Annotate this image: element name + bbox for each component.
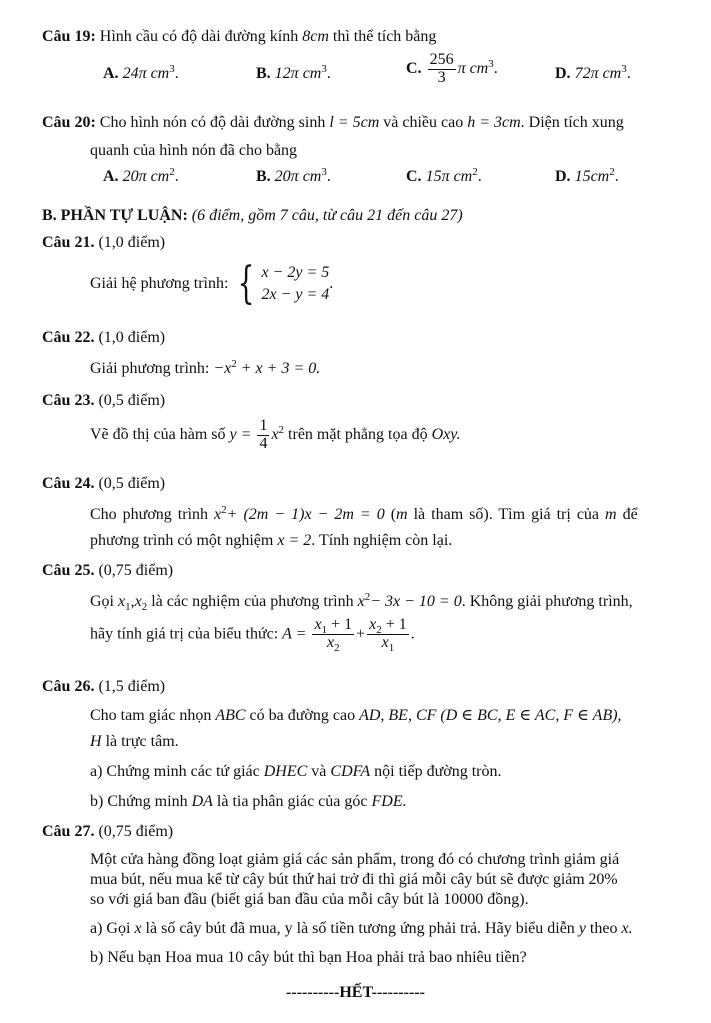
option-end: .	[174, 65, 179, 82]
option-fraction	[428, 52, 456, 87]
q24-label: Câu 24.	[42, 475, 95, 492]
q24-text-2b: . Tính nghiệm còn lại.	[311, 532, 453, 549]
q26-text-2: là trực tâm.	[105, 733, 179, 750]
option-value: 24π cm	[122, 65, 170, 82]
q24-text-d: để	[622, 506, 638, 523]
q20-option-a[interactable]	[103, 167, 179, 187]
q25-points: (0,75 điểm)	[98, 562, 174, 579]
q25-fraction-2	[367, 617, 409, 652]
option-exponent: 3	[169, 63, 175, 75]
q26-text: Cho tam giác nhọn	[90, 707, 212, 724]
end-marker: ----------HẾT----------	[286, 984, 425, 1001]
q26-line2	[90, 732, 179, 752]
q26-abc: ABC	[215, 707, 246, 724]
q23-fraction	[257, 418, 269, 453]
q19-stem	[42, 27, 436, 47]
q20-text: Cho hình nón có độ dài đường sinh	[99, 114, 326, 131]
q27-a-x: x	[134, 920, 142, 937]
q27-a-y: y	[578, 920, 586, 937]
q25-text-c: . Không giải phương trình,	[461, 593, 633, 610]
option-value: 20π cm	[274, 168, 322, 185]
q24-m2: m	[605, 506, 617, 523]
option-value: 15cm	[574, 168, 610, 185]
q27-paragraph-1: Một cửa hàng đồng loạt giảm giá các sản phẩm, trong đó có chương trình giảm giá	[90, 851, 620, 868]
option-exponent: 2	[169, 166, 175, 178]
option-exponent: 3	[321, 63, 327, 75]
q25-fraction-1	[312, 617, 354, 652]
option-end: .	[626, 65, 631, 82]
q21-end: .	[329, 275, 334, 292]
equation-system	[232, 258, 330, 309]
fraction-denominator: 4	[259, 434, 268, 452]
q22-text: Giải phương trình:	[90, 360, 210, 377]
q25-comma: ,	[130, 593, 135, 610]
q26-fde: FDE.	[371, 793, 407, 810]
q19-tail: thì thể tích bằng	[332, 28, 437, 45]
q23-y: y =	[229, 425, 252, 443]
brace-icon: {	[238, 258, 255, 309]
q26-da: DA	[191, 793, 213, 810]
q25-sub2: 2	[141, 601, 148, 613]
q24-text-c: là tham số). Tìm giá trị của	[413, 506, 600, 523]
q27-label: Câu 27.	[42, 823, 95, 840]
q25-label: Câu 25.	[42, 562, 95, 579]
option-exponent: 3	[321, 166, 327, 178]
option-end: .	[174, 168, 179, 185]
q25-line2	[90, 617, 415, 652]
q25-equation-a: x	[357, 593, 365, 610]
option-key: A.	[103, 168, 119, 185]
q20-height: h = 3cm	[467, 114, 521, 131]
q22-points: (1,0 điểm)	[98, 329, 166, 346]
q27-paragraph-3: so với giá ban đầu (biết giá ban đầu của mỗi cây bút là 10000 đồng).	[90, 891, 529, 908]
q20-label: Câu 20:	[42, 114, 96, 131]
option-end: .	[614, 168, 619, 185]
system-equation-2: 2x − y = 4	[261, 286, 330, 303]
subscript: 2	[334, 641, 340, 654]
q26-points: (1,5 điểm)	[98, 678, 166, 695]
var-x: x	[381, 633, 389, 651]
fraction-denominator	[325, 635, 342, 652]
part-b-note: (6 điểm, gồm 7 câu, từ câu 21 đến câu 27)	[191, 207, 463, 224]
q24-line2	[90, 531, 452, 551]
q23-plane: Oxy.	[431, 425, 461, 443]
q26-heading	[42, 677, 165, 697]
q24-equation-b: + (2m − 1)x − 2m = 0	[226, 506, 385, 523]
q24-exponent: 2	[221, 504, 227, 516]
q23-x: x	[271, 425, 279, 443]
q20-option-d[interactable]	[555, 167, 619, 187]
option-exponent: 3	[488, 57, 494, 70]
q27-a-theo: theo	[589, 920, 618, 937]
q26-label: Câu 26.	[42, 678, 95, 695]
q23-exponent: 2	[278, 423, 285, 436]
plus-one: + 1	[385, 616, 407, 633]
q21-label: Câu 21.	[42, 234, 95, 251]
system-equation-1: x − 2y = 5	[261, 264, 330, 282]
var-x: x	[369, 616, 377, 633]
q23-label: Câu 23.	[42, 392, 95, 409]
q23-heading	[42, 391, 165, 411]
q27-a-mid: là số cây bút đã mua, y là số tiền tương ứng phải trả. Hãy biểu diễn	[145, 920, 575, 937]
option-value: 72π cm	[574, 65, 622, 82]
q25-text: Gọi	[90, 593, 114, 610]
var-x: x	[314, 616, 322, 633]
fraction-numerator: 1	[259, 417, 268, 434]
q19-diameter: 8cm	[302, 28, 329, 45]
subscript: 2	[376, 624, 382, 636]
q25-end: .	[410, 625, 415, 643]
q26-text-b: có ba đường cao	[249, 707, 356, 724]
q25-sub1: 1	[125, 601, 131, 613]
q21-points: (1,0 điểm)	[98, 234, 166, 251]
q26-line1	[90, 706, 622, 726]
q19-option-a[interactable]	[103, 64, 179, 84]
q27-paragraph-2: mua bút, nếu mua kể từ cây bút thứ hai trở đi thì giá mỗi cây bút sẽ được giảm 20%	[90, 871, 618, 888]
q19-option-c[interactable]	[406, 52, 498, 87]
option-value: 12π cm	[274, 65, 322, 82]
q24-equation-a: x	[214, 506, 222, 523]
q27-heading	[42, 822, 173, 842]
q20-slant-height: l = 5cm	[329, 114, 380, 131]
q26-H: H	[90, 733, 102, 750]
q26-part-a	[90, 762, 501, 782]
fraction-numerator	[367, 617, 409, 635]
option-key: D.	[555, 168, 571, 185]
part-b-title: B. PHẦN TỰ LUẬN:	[42, 207, 188, 224]
option-value: 20π cm	[122, 168, 170, 185]
plus-one: + 1	[331, 616, 353, 633]
q26-b-mid: là tia phân giác của góc	[216, 793, 368, 810]
q20-mid: và chiều cao	[383, 114, 464, 131]
q24-line1	[90, 505, 638, 525]
q27-a-x2: x.	[621, 920, 633, 937]
option-exponent: 3	[621, 63, 627, 75]
q23-points: (0,5 điểm)	[98, 392, 166, 409]
q22-body	[90, 359, 320, 379]
q24-text: Cho phương trình	[90, 506, 209, 523]
q25-x2: x	[134, 593, 142, 610]
option-key: B.	[256, 168, 271, 185]
option-exponent: 2	[609, 166, 615, 178]
fraction-denominator: 3	[437, 68, 446, 86]
q22-equation-a: −x	[213, 360, 232, 377]
q22-label: Câu 22.	[42, 329, 95, 346]
q27-a-pre: a) Gọi	[90, 920, 131, 937]
q26-a-pre: a) Chứng minh các tứ giác	[90, 763, 260, 780]
q23-tail: trên mặt phẳng tọa độ	[288, 425, 428, 443]
option-key: B.	[256, 65, 271, 82]
q19-text: Hình cầu có độ dài đường kính	[99, 28, 299, 45]
q21-heading	[42, 233, 165, 253]
q25-A: A =	[282, 625, 307, 643]
q27-points: (0,75 điểm)	[98, 823, 174, 840]
q24-heading	[42, 474, 165, 494]
option-end: .	[477, 168, 482, 185]
q26-b-pre: b) Chứng minh	[90, 793, 188, 810]
q26-condition: (D ∈ BC, E ∈ AC, F ∈ AB),	[440, 707, 622, 724]
q20-line2: quanh của hình nón đã cho bằng	[90, 142, 298, 159]
q26-part-b	[90, 792, 407, 812]
subscript: 1	[321, 624, 328, 636]
option-value: π cm	[457, 59, 489, 77]
q25-exponent: 2	[364, 591, 371, 603]
q20-option-c[interactable]	[406, 167, 482, 187]
fraction-numerator: 256	[429, 51, 454, 68]
option-key: A.	[103, 65, 119, 82]
q20-stem	[42, 113, 624, 133]
option-end: .	[326, 168, 331, 185]
q22-equation-b: + x + 3 = 0.	[240, 360, 321, 377]
q25-heading	[42, 561, 173, 581]
option-value: 15π cm	[425, 168, 473, 185]
q27-part-b: b) Nếu bạn Hoa mua 10 cây bút thì bạn Hoa phải trả bao nhiêu tiền?	[90, 949, 527, 966]
q26-cdfa: CDFA	[330, 763, 371, 780]
option-key: C.	[406, 168, 422, 185]
q20-option-b[interactable]	[256, 167, 331, 187]
fraction-denominator	[380, 635, 397, 652]
q25-line1	[90, 592, 633, 612]
var-x: x	[326, 633, 335, 651]
q25-text-2: hãy tính giá trị của biểu thức:	[90, 625, 279, 643]
q25-equation-b: − 3x − 10 = 0	[370, 593, 462, 610]
q25-text-b: là các nghiệm của phương trình	[151, 593, 354, 610]
q24-root: x = 2	[277, 532, 312, 549]
q27-part-a	[90, 919, 633, 939]
option-key: D.	[555, 65, 571, 82]
fraction-numerator	[312, 617, 354, 635]
q19-option-b[interactable]	[256, 64, 331, 84]
q23-body	[90, 418, 460, 453]
q19-option-d[interactable]	[555, 64, 631, 84]
q26-heights: AD, BE, CF	[359, 707, 437, 724]
q22-heading	[42, 328, 165, 348]
q23-text: Vẽ đồ thị của hàm số	[90, 425, 226, 443]
option-end: .	[493, 59, 498, 77]
q25-x1: x	[118, 593, 126, 610]
q25-plus: +	[356, 625, 366, 643]
q24-paren: (	[390, 506, 397, 523]
q24-text-2a: phương trình có một nghiệm	[90, 532, 274, 549]
q22-exponent: 2	[231, 358, 237, 370]
q24-m: m	[396, 506, 408, 523]
q21-text: Giải hệ phương trình:	[90, 275, 229, 292]
subscript: 1	[388, 641, 395, 654]
q21-body	[90, 258, 334, 309]
option-exponent: 2	[472, 166, 478, 178]
q26-a-mid: và	[311, 763, 327, 780]
part-b-heading	[42, 206, 463, 226]
option-key: C.	[406, 59, 422, 77]
q20-tail: . Diện tích xung	[520, 114, 624, 131]
q26-dhec: DHEC	[263, 763, 308, 780]
q24-points: (0,5 điểm)	[98, 475, 166, 492]
q26-a-post: nội tiếp đường tròn.	[374, 763, 502, 780]
option-end: .	[326, 65, 331, 82]
q19-label: Câu 19:	[42, 28, 96, 45]
